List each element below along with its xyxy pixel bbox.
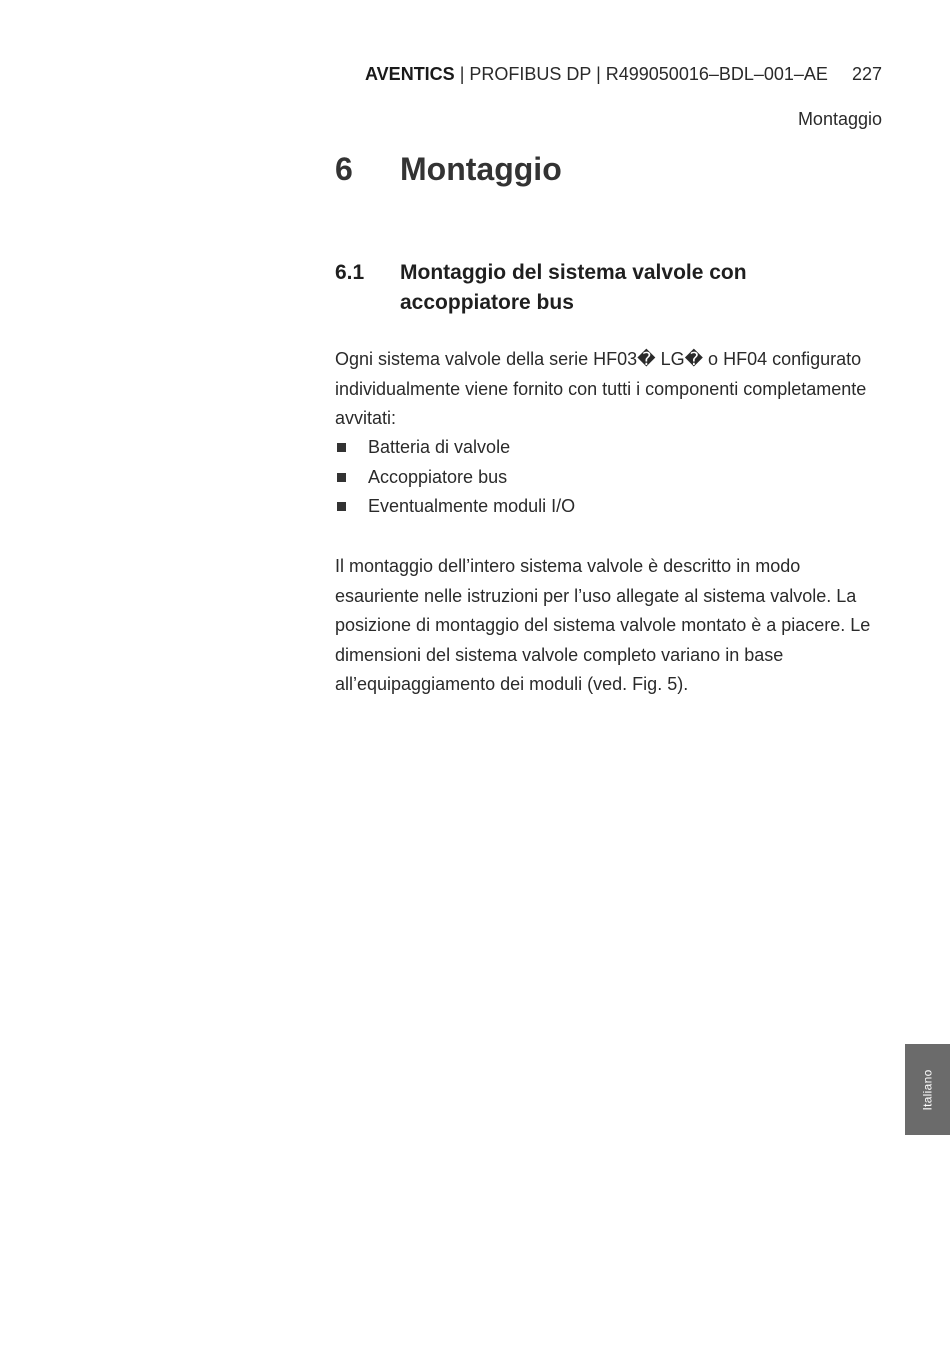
brand-name: AVENTICS [365, 64, 455, 84]
component-list [335, 433, 883, 522]
list-item [335, 492, 883, 522]
language-tab-label: Italiano [920, 1068, 935, 1111]
bullet-square-icon [337, 502, 346, 511]
list-item [335, 463, 883, 493]
list-item-text: Batteria di valvole [368, 437, 511, 457]
bullet-square-icon [337, 473, 346, 482]
page-number: 227 [851, 64, 882, 84]
chapter-number: 6 [335, 151, 353, 187]
mounting-paragraph: Il montaggio dell’intero sistema valvole è descritto in modo esauriente nelle istruzioni per l’uso allegate al sistema valvole. La posizione di montaggio del sistema valvole montato è a piacere. Le dimensioni del sistema valvole completo variano in base all’equipaggiamento dei moduli (ved. Fig. 5). [335, 556, 871, 694]
bullet-square-icon [337, 443, 346, 452]
intro-paragraph: Ogni sistema valvole della serie HF03� LG� o HF04 configurato individualmente viene fornito con tutti i componenti completamente avvitati: [335, 349, 867, 428]
list-item-text: Eventualmente moduli I/O [368, 496, 576, 516]
section-label: Montaggio [797, 109, 882, 129]
running-header [300, 62, 882, 86]
list-item [335, 433, 883, 463]
language-tab [905, 1044, 950, 1135]
document-id: | PROFIBUS DP | R499050016–BDL–001–AE [454, 64, 828, 84]
list-item-text: Accoppiatore bus [368, 466, 508, 487]
chapter-title: Montaggio [400, 151, 562, 187]
subsection-title: Montaggio del sistema valvole con accoppiatore bus [400, 261, 747, 314]
subsection-number: 6.1 [335, 261, 365, 284]
